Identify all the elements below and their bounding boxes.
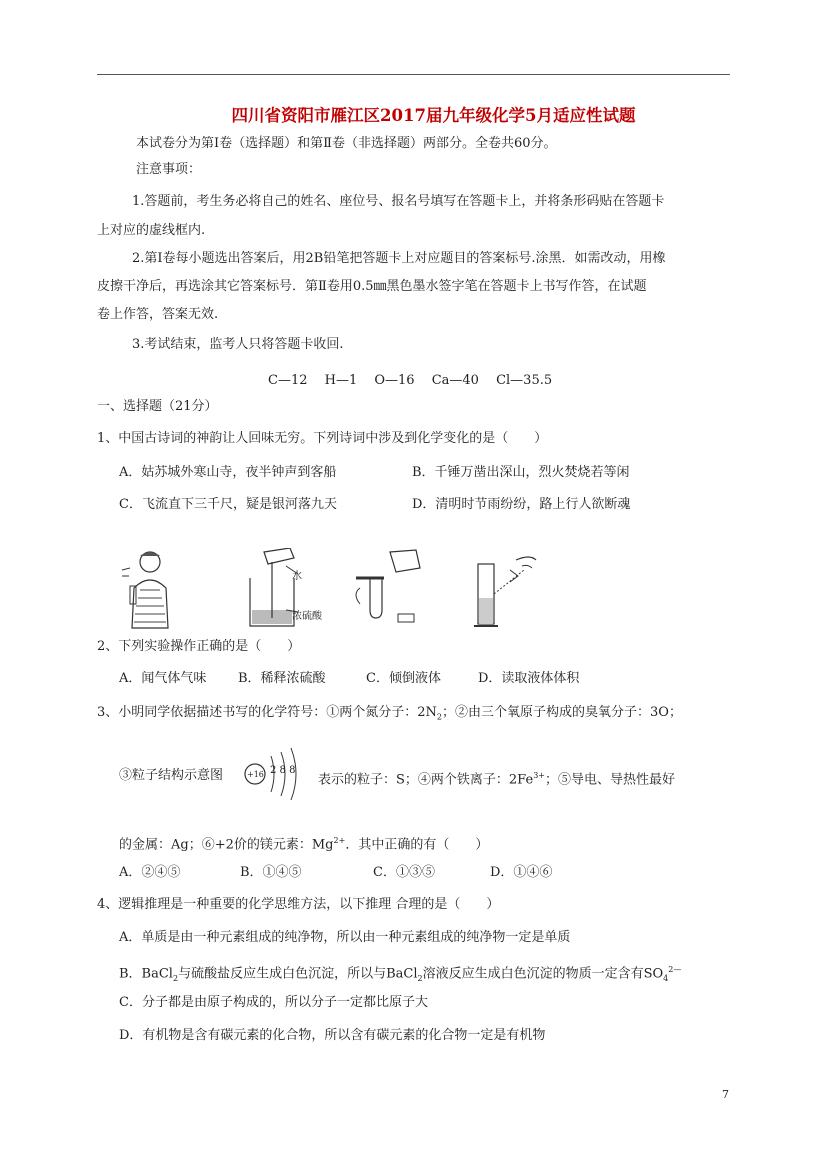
q1-option-a: A．姑苏城外寒山寺，夜半钟声到客船 (119, 465, 337, 480)
q1-option-b: B．千锤万凿出深山，烈火焚烧若等闲 (412, 465, 630, 480)
notice-1b: 上对应的虚线框内. (97, 223, 206, 238)
q3-line2-text: 表示的粒子：S；④两个铁离子：2Fe (318, 772, 534, 788)
q1-option-c: C．飞流直下三千尺，疑是银河落九天 (119, 497, 337, 512)
q3-line2-sup: 3+ (533, 771, 545, 780)
header-rule (97, 74, 730, 75)
q4-b-text3: 溶液反应生成白色沉淀的物质一定含有SO (422, 966, 664, 982)
notice-3: 3.考试结束，监考人只将答题卡收回. (132, 337, 344, 352)
q3-line1-sub: 2 (436, 712, 443, 722)
page-title: 四川省资阳市雁江区2017届九年级化学5月适应性试题 (231, 106, 636, 125)
q4-b-sub1: 2 (172, 973, 179, 983)
q3-line2-text2: ；⑤导电、导热性最好 (544, 772, 675, 788)
q4-option-a: A．单质是由一种元素组成的纯净物，所以由一种元素组成的纯净物一定是单质 (119, 930, 571, 945)
notice-2b: 皮擦干净后，再选涂其它答案标号．第Ⅱ卷用0.5㎜黑色墨水签字笔在答题卡上书写作答，在试题 (97, 279, 647, 294)
figure-pour-liquid (350, 548, 430, 630)
atom-nucleus: +16 (247, 770, 264, 779)
q3-line2-a: ③粒子结构示意图 (119, 768, 224, 783)
q4-b-sub3: 4 (663, 973, 669, 983)
q3-option-b: B．①④⑤ (240, 865, 302, 880)
q3-line1-text: 3、小明同学依据描述书写的化学符号：①两个氮分子：2N (97, 705, 437, 720)
label-acid: 浓硫酸 (292, 611, 322, 622)
q4-option-b (119, 961, 681, 988)
notice-heading: 注意事项： (136, 162, 202, 177)
q4-b-text1: B．BaCl (119, 966, 173, 982)
figure-read-volume (470, 548, 550, 630)
q4-stem: 4、逻辑推理是一种重要的化学思维方法，以下推理 合理的是（ ） (97, 897, 500, 912)
q3-line3-text: 的金属：Ag；⑥+2价的镁元素：Mg (119, 837, 334, 853)
q2-stem: 2、下列实验操作正确的是（ ） (97, 639, 301, 654)
q4-option-c: C．分子都是由原子构成的，所以分子一定都比原子大 (119, 995, 428, 1010)
q3-option-a: A．②④⑤ (119, 865, 181, 880)
intro-line: 本试卷分为第Ⅰ卷（选择题）和第Ⅱ卷（非选择题）两部分。全卷共60分。 (136, 136, 557, 151)
atom-shells: 2 8 8 (270, 765, 296, 776)
q3-line3-text2: ．其中正确的有（ ） (345, 837, 489, 853)
q3-line1-text2: ；②由三个氧原子构成的臭氧分子：3O； (442, 705, 682, 720)
label-water: 水 (292, 571, 302, 582)
q1-stem: 1、中国古诗词的神韵让人回味无穷。下列诗词中涉及到化学变化的是（ ） (97, 431, 548, 446)
q3-option-c: C．①③⑤ (373, 865, 435, 880)
q3-option-d: D．①④⑥ (490, 865, 553, 880)
notice-2a: 2.第Ⅰ卷每小题选出答案后，用2B铅笔把答题卡上对应题目的答案标号.涂黑．如需改动，用橡 (132, 251, 666, 266)
q3-line3-sup: 2+ (333, 836, 346, 845)
page-number: 7 (722, 1088, 729, 1101)
q1-option-d: D．清明时节雨纷纷，路上行人欲断魂 (412, 497, 631, 512)
atomic-masses: C—12 H—1 O—16 Ca—40 Cl—35.5 (268, 373, 553, 388)
q2-option-c: C．倾倒液体 (366, 671, 441, 686)
q4-b-sup: 2— (668, 965, 682, 974)
q3-line1 (97, 704, 682, 727)
q4-option-d: D．有机物是含有碳元素的化合物，所以含有碳元素的化合物一定是有机物 (119, 1028, 546, 1043)
q4-b-sub2: 2 (417, 973, 423, 983)
section-title: 一、选择题（21分） (97, 399, 218, 414)
q3-line2-rest (318, 767, 675, 789)
q2-option-b: B．稀释浓硫酸 (238, 671, 326, 686)
q2-option-d: D．读取液体体积 (478, 671, 580, 686)
figure-smell-gas (120, 548, 180, 630)
notice-2c: 卷上作答，答案无效. (97, 307, 219, 322)
q2-option-a: A．闻气体气味 (119, 671, 207, 686)
q3-line3 (119, 832, 488, 854)
notice-1a: 1.答题前，考生务必将自己的姓名、座位号、报名号填写在答题卡上，并将条形码贴在答题卡 (132, 194, 665, 209)
q4-b-text2: 与硫酸盐反应生成白色沉淀，所以与BaCl (178, 966, 418, 982)
